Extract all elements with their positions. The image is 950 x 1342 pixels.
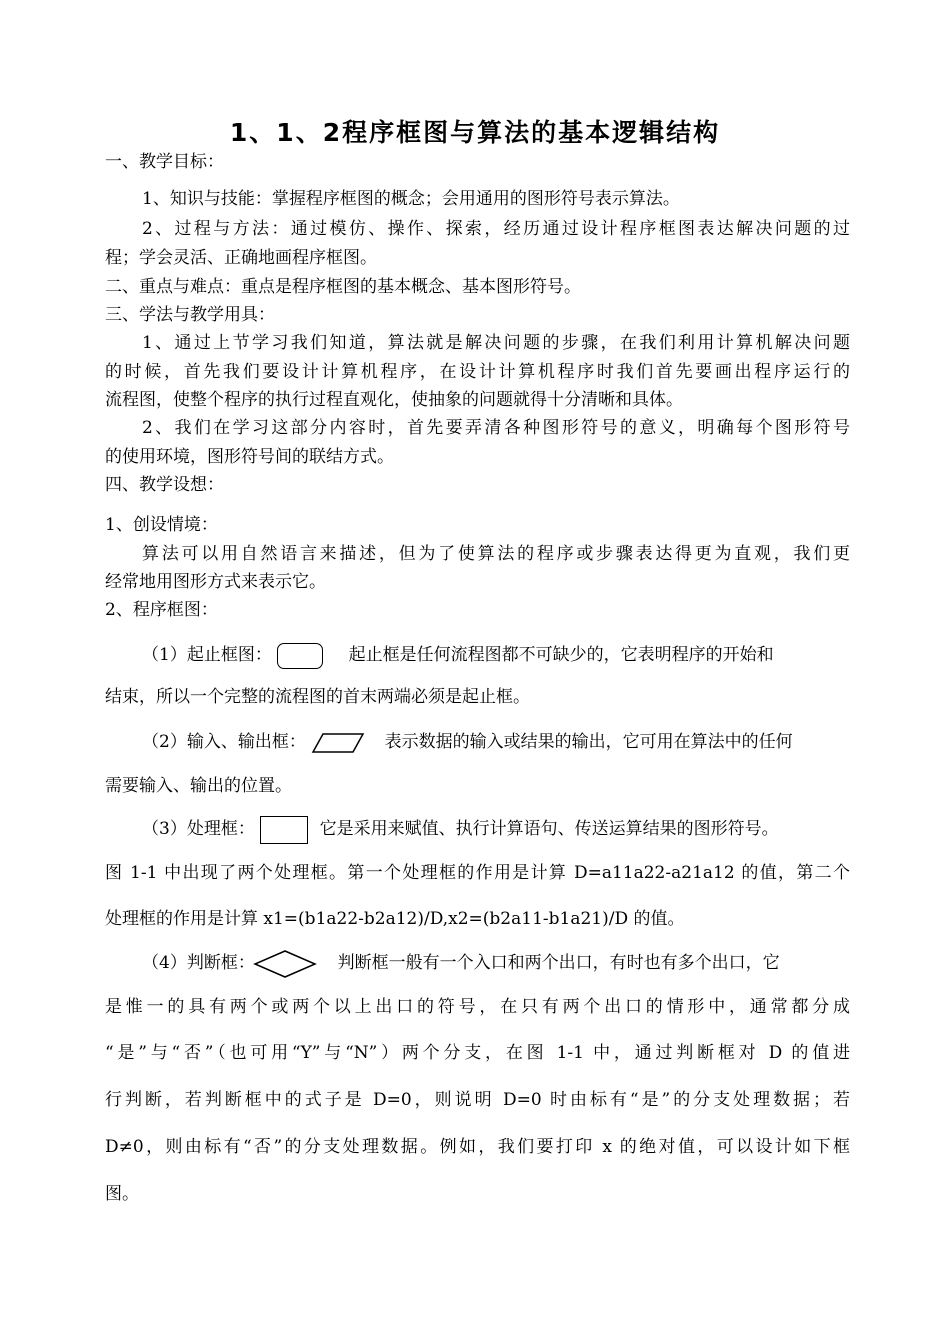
objectives-heading: 一、教学目标：	[105, 152, 224, 172]
scenario-heading: 1、创设情境：	[105, 515, 218, 535]
parallelogram-shape-icon	[311, 732, 365, 754]
method-2-line-1: 2、我们在学习这部分内容时，首先要弄清各种图形符号的意义，明确每个图形符号	[142, 418, 850, 438]
process-description-3: 处理框的作用是计算 x1=(b1a22-b2a12)/D,x2=(b2a11-b1a21)/D 的值。	[105, 909, 685, 929]
decision-description-6: 图。	[105, 1184, 139, 1204]
terminal-label: （1）起止框图：	[142, 645, 272, 665]
decision-description-3: “是”与“否”（也可用“Y”与“N”）两个分支，在图 1-1 中，通过判断框对 D 的值进	[105, 1043, 850, 1063]
methods-heading: 三、学法与教学用具：	[105, 305, 275, 325]
design-heading: 四、教学设想：	[105, 475, 224, 495]
flowchart-heading: 2、程序框图：	[105, 600, 218, 620]
io-description-2: 需要输入、输出的位置。	[105, 776, 292, 796]
method-2-line-2: 的使用环境，图形符号间的联结方式。	[105, 447, 394, 467]
terminal-row	[142, 640, 850, 670]
decision-description: 判断框一般有一个入口和两个出口，有时也有多个出口，它	[337, 953, 780, 973]
scenario-line-2: 经常地用图形方式来表示它。	[105, 572, 326, 592]
method-1-line-2: 的时候，首先我们要设计计算机程序，在设计计算机程序时我们首先要画出程序运行的	[105, 362, 850, 382]
io-row	[142, 727, 850, 757]
document-title: 1、1、2程序框图与算法的基本逻辑结构	[229, 118, 721, 147]
rectangle-shape-icon	[260, 816, 308, 844]
process-row	[142, 814, 850, 844]
terminal-description: 起止框是任何流程图都不可缺少的，它表明程序的开始和	[348, 645, 774, 665]
process-label: （3）处理框：	[142, 819, 255, 839]
terminal-description-2: 结束，所以一个完整的流程图的首末两端必须是起止框。	[105, 687, 530, 707]
method-1-line-1: 1、通过上节学习我们知道，算法就是解决问题的步骤，在我们利用计算机解决问题	[142, 333, 850, 353]
diamond-shape-icon	[254, 950, 316, 978]
key-points: 二、重点与难点：重点是程序框图的基本概念、基本图形符号。	[105, 277, 581, 297]
decision-description-2: 是惟一的具有两个或两个以上出口的符号，在只有两个出口的情形中，通常都分成	[105, 997, 850, 1017]
terminator-shape-icon	[277, 643, 323, 669]
io-description: 表示数据的输入或结果的输出，它可用在算法中的任何	[384, 732, 793, 752]
decision-description-5: D≠0，则由标有“否”的分支处理数据。例如，我们要打印 x 的绝对值，可以设计如下框	[105, 1137, 850, 1157]
objective-1: 1、知识与技能：掌握程序框图的概念；会用通用的图形符号表示算法。	[142, 189, 680, 209]
decision-label: （4）判断框：	[142, 953, 255, 973]
process-description-2: 图 1-1 中出现了两个处理框。第一个处理框的作用是计算 D=a11a22-a21a12 的值，第二个	[105, 863, 850, 883]
decision-description-4: 行判断，若判断框中的式子是 D=0，则说明 D=0 时由标有“是”的分支处理数据；若	[105, 1090, 850, 1110]
objective-2-line-1: 2、过程与方法：通过模仿、操作、探索，经历通过设计程序框图表达解决问题的过	[142, 219, 850, 239]
objective-2-line-2: 程；学会灵活、正确地画程序框图。	[105, 248, 377, 268]
io-label: （2）输入、输出框：	[142, 732, 306, 752]
decision-row	[142, 948, 850, 978]
process-description: 它是采用来赋值、执行计算语句、传送运算结果的图形符号。	[319, 819, 779, 839]
scenario-line-1: 算法可以用自然语言来描述，但为了使算法的程序或步骤表达得更为直观，我们更	[142, 544, 850, 564]
method-1-line-3: 流程图，使整个程序的执行过程直观化，使抽象的问题就得十分清晰和具体。	[105, 390, 683, 410]
